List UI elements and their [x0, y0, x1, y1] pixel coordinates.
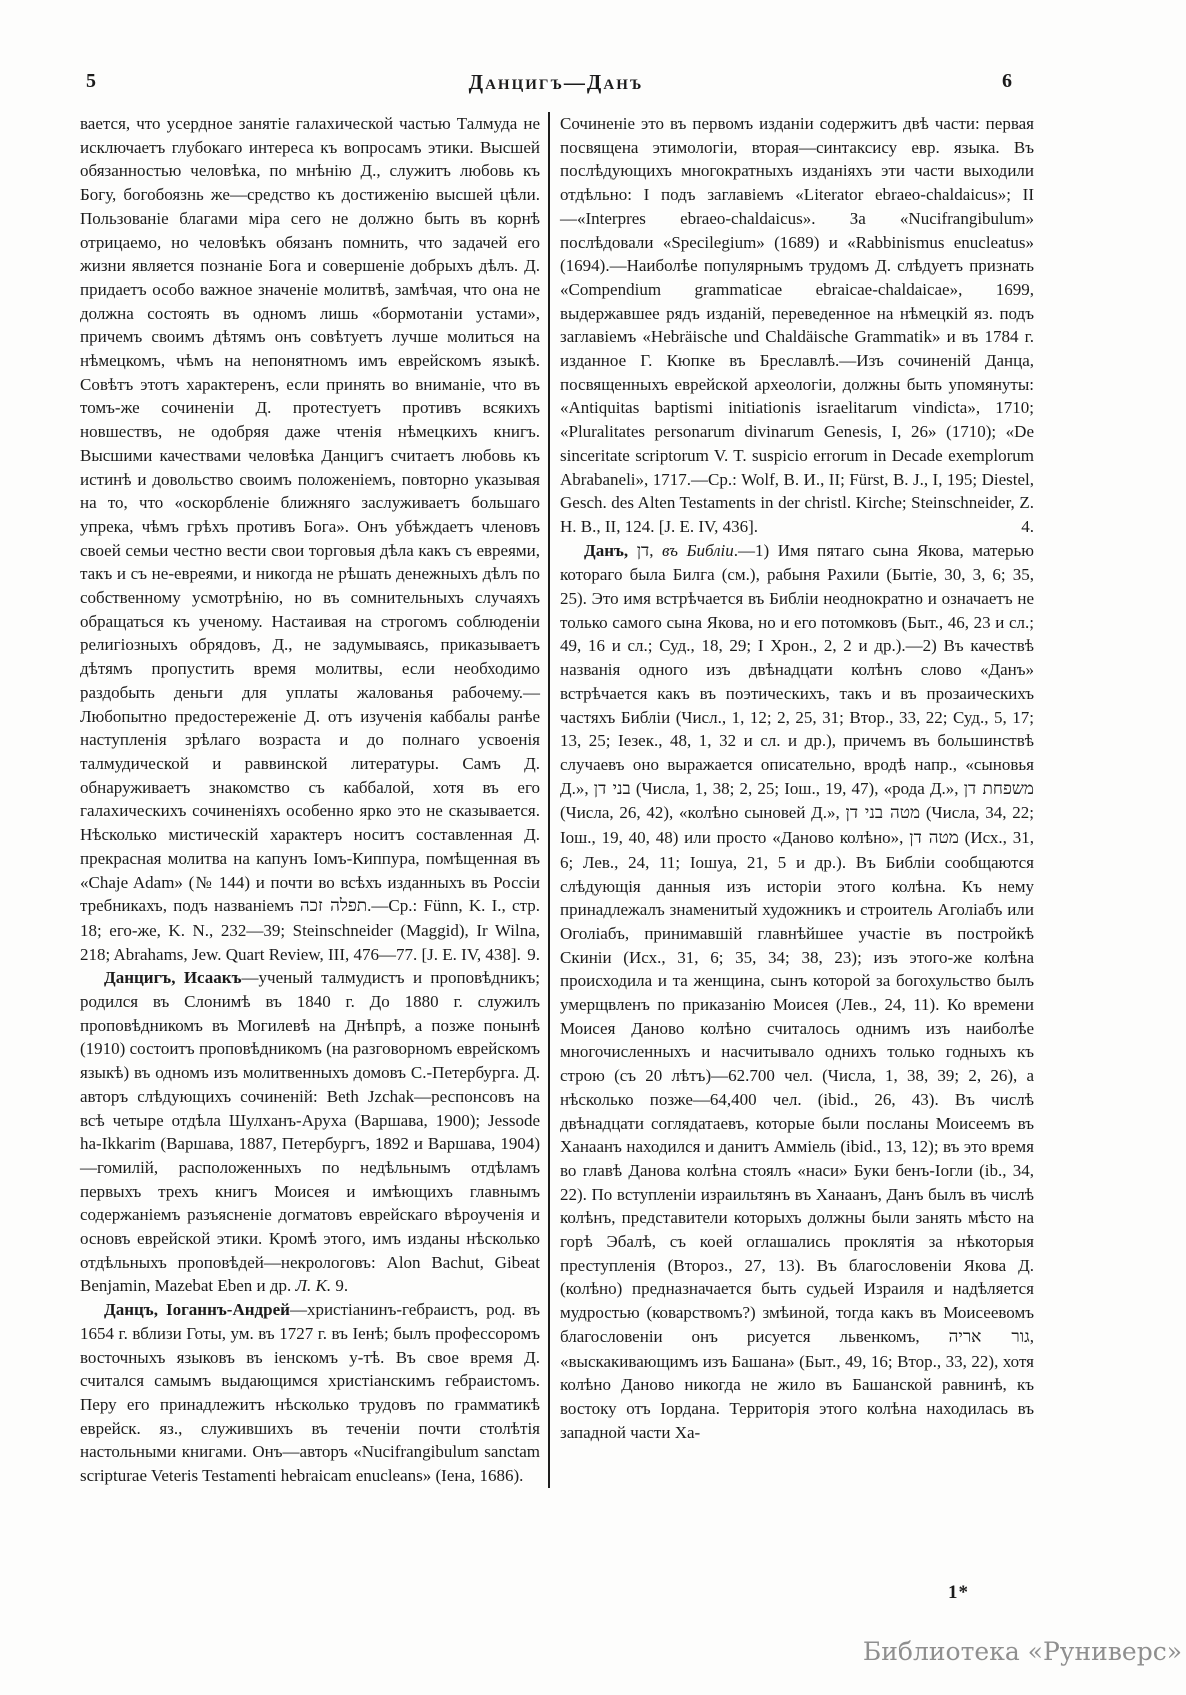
text-run: Л. К. — [295, 1276, 332, 1296]
text-run: גור אריה — [948, 1326, 1030, 1347]
text-block — [80, 112, 1034, 1488]
page-number-right: 6 — [1002, 70, 1013, 92]
text-run: —ученый талмудистъ и проповѣдникъ; родился въ Слонимѣ въ 1840 г. До 1880 г. служилъ проповѣдникомъ въ Могилевѣ на Днѣпрѣ, а позже понынѣ (1910) состоитъ проповѣдникомъ (на разговорномъ еврейскомъ языкѣ) въ одномъ изъ молитвенныхъ домовъ С.-Петербурга. Д. авторъ слѣдующихъ сочиненій: Beth Jzchak—респонсовъ на всѣ четыре отдѣла Шулханъ-Аруха (Варшава, 1900); Jessode ha-Ikkarim (Варшава, 1887, Петербургъ, 1892 и Варшава, 1904)—гомилій, расположенныхъ по недѣльнымъ отдѣламъ первыхъ трехъ книгъ Моисея и имѣющихъ главнымъ содержаніемъ разъясненіе догматовъ еврейскаго вѣроученія и основъ еврейской этики. Кромѣ этого, имъ изданы нѣсколько отдѣльныхъ проповѣдей—некрологовъ: Alon Bachut, Gibeat Benjamin, Mazebat Eben и др. — [80, 968, 540, 1296]
text-run: 4. — [1021, 516, 1034, 536]
paragraph — [80, 966, 540, 1298]
text-run: —христіанинъ-гебраистъ, род. въ 1654 г. вблизи Готы, ум. въ 1727 г. въ Іенѣ; былъ профессоромъ восточныхъ языковъ въ іенскомъ у-тѣ. Въ свое время Д. считался самымъ выдающимся христіанскимъ гебраистомъ. Перу его принадлежитъ нѣсколько трудовъ по грамматикѣ еврейск. яз., служившихъ въ теченіи почти столѣтія настольными книгами. Онъ—авторъ «Nucifrangibulum sanctam scripturae Veteris Testamenti hebraicam enucleans» (Іена, 1686). — [80, 1300, 540, 1486]
text-run: , — [649, 540, 662, 560]
text-run: (Исх., 31, 6; Лев., 24, 11; Іошуа, 21, 5 и др.). Въ Библіи сообщаются слѣдующія данныя изъ исторіи этого колѣна. Къ нему принадлежалъ знаменитый художникъ и строитель Аголіабъ или Оголіабъ, принимавшій главнѣйшее участіе въ постройкѣ Скиніи (Исх., 31, 6; 35, 34; 38, 23); изъ этого-же колѣна происходила и та женщина, сынъ которой за богохульство былъ умерщвленъ по приказанію Моисея (Лев., 24, 11). Ко времени Моисея Даново колѣно считалось однимъ изъ наиболѣе многочисленныхъ и насчитывало однихъ только годныхъ къ строю (съ 20 лѣтъ)—62.700 чел. (Числа, 1, 38, 39; 2, 26), а нѣсколько позже—64,400 чел. (ibid., 26, 43). Въ числѣ двѣнадцати соглядатаевъ, которые были посланы Моисеемъ въ Ханаанъ находился и данитъ Амміель (ibid., 13, 12); въ это время во главѣ Данова колѣна стоялъ «наси» Буки бенъ-Іогли (ib., 34, 22). По вступленіи израильтянъ въ Ханаанъ, Данъ былъ въ числѣ колѣнъ, представители которыхъ должны были занять мѣсто на горѣ Эбалѣ, съ коей оглашались проклятія за нѣкоторыя преступленія (Второз., 27, 13). Въ благословеніи Якова Д. (колѣно) предназначается быть судьей Израиля и надѣляется мудростью (коварствомъ?) змѣиной, тогда какъ въ Моисеевомъ благословеніи онъ рисуется львенкомъ, — [560, 828, 1034, 1346]
text-run: מטה בני דן — [845, 803, 921, 824]
text-run: (Числа, 34, 22; Іош., 19, 40, 48) или просто «Даново колѣно», — [560, 803, 1034, 848]
paragraph — [560, 112, 1034, 539]
text-run — [628, 541, 637, 560]
column-right — [550, 112, 1034, 1488]
text-run: דן — [636, 540, 650, 561]
text-run: (Числа, 26, 42), «колѣно сыновей Д.», — [560, 803, 846, 823]
article-headword: Данцигъ, Исаакъ — [104, 968, 242, 988]
column-left — [80, 112, 548, 1488]
paragraph — [80, 112, 540, 966]
text-run: 9. — [331, 1276, 349, 1296]
text-run: Сочиненіе это въ первомъ изданіи содержитъ двѣ части: первая посвящена этимологіи, вторая—синтаксису евр. языка. Въ послѣдующихъ многократныхъ изданіяхъ эти части выходили отдѣльно: I подъ заглавіемъ «Literator ebraeo-chaldaicus»; II—«Interpres ebraeo-chaldaicus». За «Nucifrangibulum» послѣдовали «Specilegium» (1689) и «Rabbinismus enucleatus» (1694).—Наиболѣе популярнымъ трудомъ Д. слѣдуетъ признать «Compendium grammaticae ebraicae-chaldaicae», 1699, выдержавшее рядъ изданій, переведенное на нѣмецкій яз. подъ заглавіемъ «Hebräische und Chaldäische Grammatik» и въ 1784 г. изданное Г. Кюпке въ Бреславлѣ.—Изъ сочиненій Данца, посвященныхъ еврейской археологіи, должны быть упомянуты: «Antiquitas baptismi initiationis israelitarum vindicta», 1710; «Pluralitates personarum divinarum Genesis, I, 26» (1710); «De sinceritate scriptorum V. T. suspicio errorum in Decade exemplorum Abrabaneli», 1717.—Ср.: Wolf, B. И., II; Fürst, B. J., I, 195; Diestel, Gesch. des Alten Testaments in der christl. Kirche; Steinschneider, Z. H. B., II, 124. [J. E. IV, 436]. — [560, 114, 1034, 536]
paragraph — [560, 539, 1034, 1445]
text-run: בני דן — [593, 778, 631, 799]
library-watermark: Библиотека «Руниверс» — [862, 1637, 1182, 1666]
text-run: вается, что усердное занятіе галахической частью Талмуда не исключаетъ глубокаго интереса къ вопросамъ этики. Высшей обязанностью человѣка, по мнѣнію Д., служитъ любовь къ Богу, богобоязнь же—средство къ достиженію высшей цѣли. Пользованіе благами міра сего не должно быть въ корнѣ отрицаемо, но человѣкъ обязанъ помнить, что задачей его жизни является познаніе Бога и совершеніе добрыхъ дѣлъ. Д. придаетъ особо важное значеніе молитвѣ, замѣчая, что она не должна состоять въ одномъ лишь «бормотаніи устами», причемъ своимъ дѣтямъ онъ совѣтуетъ лучше молиться на нѣмецкомъ, чѣмъ на непонятномъ имъ еврейскомъ языкѣ. Совѣтъ этотъ характеренъ, если принять во вниманіе, что въ томъ-же сочиненіи Д. протестуетъ противъ всякихъ новшествъ, не одобряя даже чтенія нѣмецкихъ книгъ. Высшими качествами человѣка Данцигъ считаетъ любовь къ истинѣ и довольство своимъ положеніемъ, повторно указывая на то, что «оскорбленіе ближняго заслуживаетъ большаго упрека, чѣмъ грѣхъ противъ Бога». Онъ убѣждаетъ членовъ своей семьи честно вести свои торговыя дѣла какъ съ евреями, такъ и съ не-евреями, и никогда не рѣшать денежныхъ дѣлъ по собственному усмотрѣнію, но въ сомнительныхъ случаяхъ обращаться къ ученому. Настаивая на строгомъ соблюденіи религіозныхъ обрядовъ, Д., не задумываясь, приказываетъ дѣтямъ пропустить время молитвы, если необходимо раздобыть деньги для уплаты жалованья рабочему.—Любопытно предостереженіе Д. отъ изученія каббалы ранѣе наступленія зрѣлаго возраста и до полнаго усвоенія талмудической и раввинской литературы. Самъ Д. обнаруживаетъ знакомство съ каббалой, хотя въ его галахическихъ сочиненіяхъ особенно ярко это не сказывается. Нѣсколько мистическій характеръ носитъ составленная Д. прекрасная молитва на капунъ Іомъ-Киппура, помѣщенная въ «Chaje Adam» (№ 144) и почти во всѣхъ изданныхъ въ Россіи требникахъ, подъ названіемъ — [80, 114, 540, 916]
text-run: .—1) Имя пятаго сына Якова, матерью котораго была Билга (см.), рабыня Рахили (Бытіе, 30, 3, 6; 35, 25). Это имя встрѣчается въ Библіи неоднократно и означаетъ не только самого сына Якова, но и его потомковъ (Быт., 46, 23 и сл.; 49, 16 и сл.; Суд., 18, 29; I Хрон., 2, 2 и др.).—2) Въ качествѣ названія одного изъ двѣнадцати колѣнъ слово «Данъ» встрѣчается какъ въ поэтическихъ, такъ и въ прозаическихъ частяхъ Библіи (Числ., 1, 12; 2, 25, 31; Втор., 33, 22; Суд., 5, 17; 13, 25; Іезек., 48, 1, 32 и сл. и др.), причемъ въ большинствѣ случаевъ оно выражается описательно, вродѣ напр., «сыновья Д.», — [560, 540, 1034, 798]
text-run: въ Библіи — [661, 540, 734, 560]
text-run: (Числа, 1, 38; 2, 25; Іош., 19, 47), «рода Д.», — [630, 778, 964, 798]
article-headword: Данъ, — [584, 540, 629, 560]
page-number-left: 5 — [86, 70, 97, 92]
text-run: מטה דן — [909, 828, 959, 849]
article-headword: Данцъ, Іоганнъ-Андрей — [104, 1300, 290, 1320]
text-run: תפלה זכה — [299, 896, 368, 917]
text-run: , «выскакивающимъ изъ Башана» (Быт., 49, 16; Втор., 33, 22), хотя колѣно Даново никогда не жило въ Башанской равнинѣ, къ востоку отъ Іордана. Территорія этого колѣна находилась въ западной части Ха- — [560, 1326, 1034, 1442]
signature-mark: 1* — [948, 1582, 969, 1603]
paragraph — [80, 1298, 540, 1488]
text-run: .—Ср.: Fünn, K. I., стр. 18; его-же, K. N., 232—39; Steinschneider (Maggid), Ir Wilna, 218; Abrahams, Jew. Quart Review, III, 476—77. [J. E. IV, 438]. — [80, 896, 540, 964]
running-title: Данцигъ—Данъ — [468, 70, 644, 94]
text-run: משפחת דן — [963, 778, 1034, 799]
text-run: 9. — [527, 944, 540, 964]
